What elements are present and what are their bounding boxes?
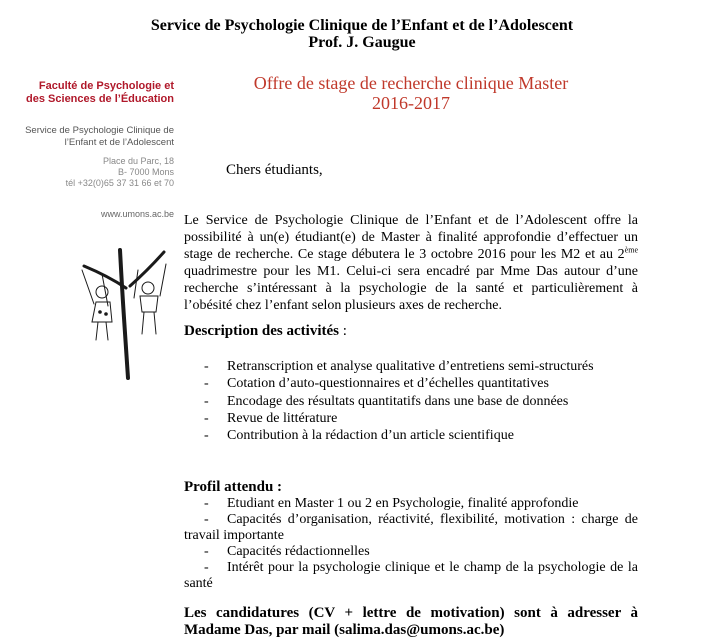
- intro-paragraph: Le Service de Psychologie Clinique de l’Enfant et de l’Adolescent offre la possibilité à un(e) étudiant(e) de Master à finalité approfondie d’effectuer un stage de recherche. Ce stage débutera le 3 octobre 2016 pour les M2 et au 2ème quadrimestre pour les M1. Celui-ci sera encadré par Mme Das autour d’une recherche s’intéressant à la psychologie de la santé et particulièrement à l’obésité chez l’enfant selon plusieurs axes de recherche.: [184, 213, 638, 313]
- list-item: - Revue de littérature: [184, 410, 638, 427]
- list-item: - Intérêt pour la psychologie clinique et le champ de la psychologie de la santé: [184, 560, 638, 591]
- activities-list: [184, 358, 638, 444]
- activities-heading: Description des activités :: [184, 323, 347, 339]
- list-item: - Capacités rédactionnelles: [204, 544, 370, 559]
- greeting: Chers étudiants,: [226, 162, 323, 178]
- list-item: - Capacités d’organisation, réactivité, flexibilité, motivation : charge de travail importante: [184, 512, 638, 543]
- faculty-name: Faculté de Psychologie et des Sciences de l’Éducation: [26, 80, 174, 105]
- swing-illustration-icon: [78, 248, 178, 382]
- service-name: Service de Psychologie Clinique de l’Enfant et de l’Adolescent: [25, 125, 174, 148]
- list-item: - Retranscription et analyse qualitative d’entretiens semi-structurés: [184, 358, 638, 375]
- list-item: - Contribution à la rédaction d’un article scientifique: [184, 427, 638, 444]
- header-service: Service de Psychologie Clinique de l’Enfant et de l’Adolescent: [150, 17, 574, 34]
- list-item: - Etudiant en Master 1 ou 2 en Psychologie, finalité approfondie: [204, 496, 579, 511]
- offer-year: 2016-2017: [372, 93, 450, 113]
- website-link[interactable]: www.umons.ac.be: [100, 209, 174, 219]
- address: Place du Parc, 18 B- 7000 Mons tél +32(0)65 37 31 66 et 70: [65, 156, 174, 188]
- profile-list: [184, 496, 638, 592]
- offer-title: Offre de stage de recherche clinique Master: [253, 73, 569, 93]
- list-item: - Encodage des résultats quantitatifs dans une base de données: [184, 393, 638, 410]
- candidatures-paragraph: Les candidatures (CV + lettre de motivation) sont à adresser à Madame Das, par mail (salima.das@umons.ac.be): [184, 605, 638, 638]
- header-professor: Prof. J. Gaugue: [308, 34, 416, 51]
- profile-heading: Profil attendu :: [184, 479, 283, 495]
- list-item: - Cotation d’auto-questionnaires et d’échelles quantitatives: [184, 375, 638, 392]
